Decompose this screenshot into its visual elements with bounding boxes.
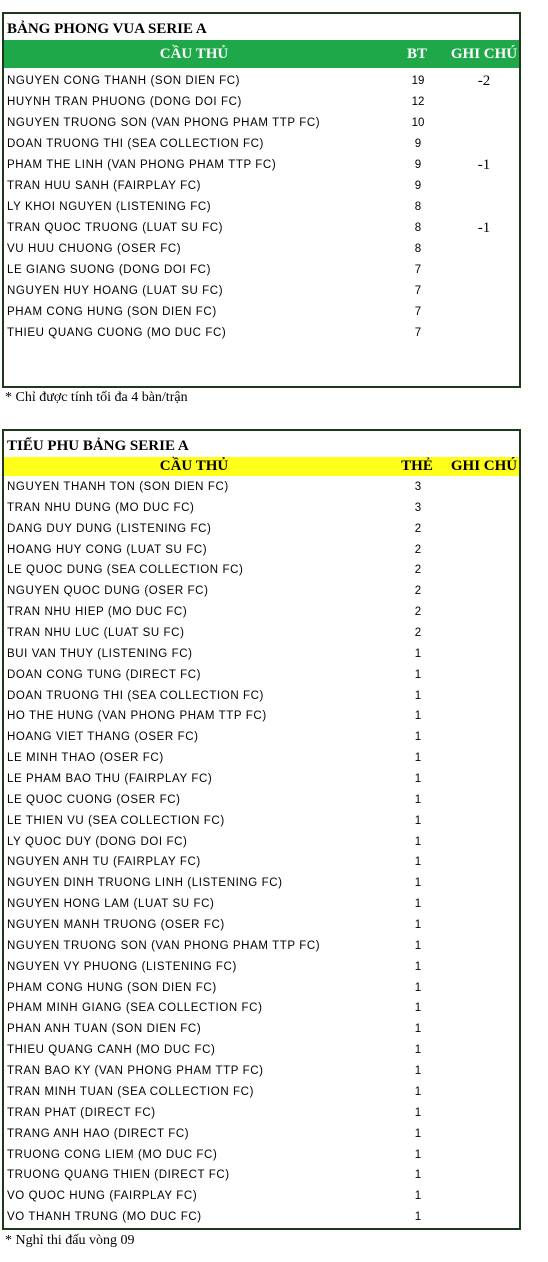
player-name-cell: LE PHAM BAO THU (FAIRPLAY FC) xyxy=(7,773,213,786)
value-cell: 1 xyxy=(414,1148,422,1161)
player-name-cell: NGUYEN THANH TON (SON DIEN FC) xyxy=(7,481,229,493)
table-row xyxy=(4,560,519,581)
table-row xyxy=(4,302,519,323)
value-cell: 1 xyxy=(414,668,422,681)
value-cell: 7 xyxy=(414,264,422,276)
value-cell: 7 xyxy=(414,306,422,318)
value-cell: 1 xyxy=(414,731,422,744)
table-row xyxy=(4,1145,519,1166)
value-cell: 8 xyxy=(414,222,422,234)
player-name-cell: LE QUOC CUONG (OSER FC) xyxy=(7,793,181,806)
value-cell: 8 xyxy=(414,243,422,255)
player-name-cell: HO THE HUNG (VAN PHONG PHAM TTP FC) xyxy=(7,710,267,723)
value-cell: 1 xyxy=(414,856,422,869)
table-row xyxy=(4,519,519,540)
player-name-cell: THIEU QUANG CUONG (MO DUC FC) xyxy=(7,327,227,339)
player-name-cell: VU HUU CHUONG (OSER FC) xyxy=(7,243,182,255)
table-row xyxy=(4,260,519,281)
player-name-cell: DOAN TRUONG THI (SEA COLLECTION FC) xyxy=(7,689,264,702)
top-scorers-header-row xyxy=(4,40,519,68)
table-row xyxy=(4,706,519,727)
player-name-cell: NGUYEN VY PHUONG (LISTENING FC) xyxy=(7,960,237,973)
player-name-cell: TRUONG QUANG THIEN (DIRECT FC) xyxy=(7,1169,230,1182)
table-row xyxy=(4,134,519,155)
table-row xyxy=(4,727,519,748)
player-name-cell: LE MINH THAO (OSER FC) xyxy=(7,752,164,765)
value-cell: 19 xyxy=(411,75,425,87)
value-cell: 1 xyxy=(414,1106,422,1119)
value-cell: 1 xyxy=(414,1085,422,1098)
value-cell: 1 xyxy=(414,835,422,848)
value-cell: 1 xyxy=(414,898,422,911)
value-cell: 9 xyxy=(414,138,422,150)
value-cell: 7 xyxy=(414,285,422,297)
note-cell: -1 xyxy=(477,157,491,173)
value-cell: 1 xyxy=(414,1023,422,1036)
value-cell: 1 xyxy=(414,1190,422,1203)
table-row xyxy=(4,623,519,644)
table-row xyxy=(4,197,519,218)
value-cell: 1 xyxy=(414,647,422,660)
cards-header-row xyxy=(4,457,519,476)
player-name-cell: TRANG ANH HAO (DIRECT FC) xyxy=(7,1127,190,1140)
top-scorers-table xyxy=(2,12,521,388)
table-row xyxy=(4,281,519,302)
player-name-cell: TRAN QUOC TRUONG (LUAT SU FC) xyxy=(7,222,224,234)
player-name-cell: NGUYEN MANH TRUONG (OSER FC) xyxy=(7,919,225,932)
value-cell: 2 xyxy=(414,627,422,640)
header-goals: BT xyxy=(406,46,427,62)
top-scorers-title: BẢNG PHONG VUA SERIE A xyxy=(7,21,207,37)
player-name-cell: NGUYEN HUY HOANG (LUAT SU FC) xyxy=(7,285,224,297)
table-row xyxy=(4,581,519,602)
table-row xyxy=(4,748,519,769)
player-name-cell: PHAM CONG HUNG (SON DIEN FC) xyxy=(7,306,217,318)
player-name-cell: BUI VAN THUY (LISTENING FC) xyxy=(7,647,193,660)
player-name-cell: TRAN PHAT (DIRECT FC) xyxy=(7,1106,156,1119)
value-cell: 1 xyxy=(414,939,422,952)
header-player: CẦU THỦ xyxy=(159,458,229,474)
table-row xyxy=(4,1186,519,1207)
value-cell: 1 xyxy=(414,1002,422,1015)
table-row xyxy=(4,915,519,936)
player-name-cell: NGUYEN QUOC DUNG (OSER FC) xyxy=(7,585,209,598)
value-cell: 1 xyxy=(414,1044,422,1057)
value-cell: 1 xyxy=(414,1065,422,1078)
table-row xyxy=(4,176,519,197)
value-cell: 8 xyxy=(414,201,422,213)
player-name-cell: PHAM MINH GIANG (SEA COLLECTION FC) xyxy=(7,1002,263,1015)
player-name-cell: HOANG HUY CONG (LUAT SU FC) xyxy=(7,543,208,556)
table-row xyxy=(4,92,519,113)
player-name-cell: PHAM CONG HUNG (SON DIEN FC) xyxy=(7,981,217,994)
value-cell: 1 xyxy=(414,752,422,765)
table-row xyxy=(4,155,519,176)
player-name-cell: PHAN ANH TUAN (SON DIEN FC) xyxy=(7,1023,202,1036)
player-name-cell: TRAN NHU HIEP (MO DUC FC) xyxy=(7,606,188,619)
table-row xyxy=(4,852,519,873)
table-row xyxy=(4,1103,519,1124)
table-row xyxy=(4,498,519,519)
player-name-cell: TRUONG CONG LIEM (MO DUC FC) xyxy=(7,1148,218,1161)
value-cell: 9 xyxy=(414,159,422,171)
table-row xyxy=(4,113,519,134)
table-row xyxy=(4,936,519,957)
table-row xyxy=(4,998,519,1019)
player-name-cell: LE QUOC DUNG (SEA COLLECTION FC) xyxy=(7,564,244,577)
value-cell: 1 xyxy=(414,1169,422,1182)
table-row xyxy=(4,769,519,790)
top-scorers-rows xyxy=(4,68,519,344)
value-cell: 7 xyxy=(414,327,422,339)
table-row xyxy=(4,239,519,260)
value-cell: 1 xyxy=(414,814,422,827)
value-cell: 1 xyxy=(414,877,422,890)
player-name-cell: HOANG VIET THANG (OSER FC) xyxy=(7,731,199,744)
value-cell: 3 xyxy=(414,501,422,514)
player-name-cell: LY QUOC DUY (DONG DOI FC) xyxy=(7,835,188,848)
table-row xyxy=(4,790,519,811)
table-row xyxy=(4,644,519,665)
value-cell: 1 xyxy=(414,919,422,932)
header-player: CẦU THỦ xyxy=(159,46,229,62)
value-cell: 10 xyxy=(411,117,425,129)
cards-rows xyxy=(4,476,519,1228)
table-row xyxy=(4,477,519,498)
player-name-cell: LE GIANG SUONG (DONG DOI FC) xyxy=(7,264,212,276)
player-name-cell: PHAM THE LINH (VAN PHONG PHAM TTP FC) xyxy=(7,159,277,171)
header-cards: THẺ xyxy=(401,458,433,474)
value-cell: 9 xyxy=(414,180,422,192)
player-name-cell: LE THIEN VU (SEA COLLECTION FC) xyxy=(7,814,225,827)
table-row xyxy=(4,665,519,686)
player-name-cell: VO THANH TRUNG (MO DUC FC) xyxy=(7,1211,202,1224)
value-cell: 2 xyxy=(414,522,422,535)
table-row xyxy=(4,811,519,832)
player-name-cell: TRAN MINH TUAN (SEA COLLECTION FC) xyxy=(7,1085,255,1098)
value-cell: 12 xyxy=(411,96,425,108)
value-cell: 1 xyxy=(414,710,422,723)
value-cell: 2 xyxy=(414,606,422,619)
player-name-cell: TRAN BAO KY (VAN PHONG PHAM TTP FC) xyxy=(7,1065,264,1078)
player-name-cell: HUYNH TRAN PHUONG (DONG DOI FC) xyxy=(7,96,242,108)
player-name-cell: THIEU QUANG CANH (MO DUC FC) xyxy=(7,1044,216,1057)
table-row xyxy=(4,873,519,894)
player-name-cell: NGUYEN TRUONG SON (VAN PHONG PHAM TTP FC) xyxy=(7,117,321,129)
value-cell: 3 xyxy=(414,481,422,493)
table-row xyxy=(4,218,519,239)
table-row xyxy=(4,540,519,561)
value-cell: 1 xyxy=(414,773,422,786)
table-row xyxy=(4,71,519,92)
value-cell: 1 xyxy=(414,960,422,973)
header-note: GHI CHÚ xyxy=(450,458,518,474)
header-note: GHI CHÚ xyxy=(450,46,518,62)
value-cell: 2 xyxy=(414,543,422,556)
top-scorers-footnote: * Chỉ được tính tối đa 4 bàn/trận xyxy=(5,390,188,405)
table-row xyxy=(4,686,519,707)
table-row xyxy=(4,1061,519,1082)
table-row xyxy=(4,978,519,999)
table-row xyxy=(4,894,519,915)
player-name-cell: VO QUOC HUNG (FAIRPLAY FC) xyxy=(7,1190,198,1203)
table-row xyxy=(4,1019,519,1040)
value-cell: 1 xyxy=(414,793,422,806)
note-cell: -1 xyxy=(477,220,491,236)
player-name-cell: DOAN CONG TUNG (DIRECT FC) xyxy=(7,668,202,681)
cards-footnote: * Nghỉ thi đấu vòng 09 xyxy=(5,1233,135,1248)
value-cell: 2 xyxy=(414,585,422,598)
table-row xyxy=(4,1165,519,1186)
table-row xyxy=(4,957,519,978)
player-name-cell: NGUYEN CONG THANH (SON DIEN FC) xyxy=(7,75,241,87)
table-row xyxy=(4,602,519,623)
table-row xyxy=(4,1207,519,1228)
cards-title: TIỂU PHU BẢNG SERIE A xyxy=(7,438,189,454)
table-row xyxy=(4,323,519,344)
player-name-cell: DANG DUY DUNG (LISTENING FC) xyxy=(7,522,212,535)
player-name-cell: TRAN HUU SANH (FAIRPLAY FC) xyxy=(7,180,202,192)
value-cell: 1 xyxy=(414,689,422,702)
value-cell: 1 xyxy=(414,981,422,994)
table-row xyxy=(4,1124,519,1145)
value-cell: 1 xyxy=(414,1211,422,1224)
table-row xyxy=(4,1040,519,1061)
player-name-cell: LY KHOI NGUYEN (LISTENING FC) xyxy=(7,201,212,213)
player-name-cell: NGUYEN DINH TRUONG LINH (LISTENING FC) xyxy=(7,877,283,890)
player-name-cell: DOAN TRUONG THI (SEA COLLECTION FC) xyxy=(7,138,264,150)
player-name-cell: TRAN NHU DUNG (MO DUC FC) xyxy=(7,501,195,514)
player-name-cell: NGUYEN ANH TU (FAIRPLAY FC) xyxy=(7,856,201,869)
player-name-cell: NGUYEN HONG LAM (LUAT SU FC) xyxy=(7,898,215,911)
cards-table xyxy=(2,429,521,1230)
player-name-cell: NGUYEN TRUONG SON (VAN PHONG PHAM TTP FC) xyxy=(7,939,321,952)
value-cell: 2 xyxy=(414,564,422,577)
table-row xyxy=(4,832,519,853)
table-row xyxy=(4,1082,519,1103)
value-cell: 1 xyxy=(414,1127,422,1140)
note-cell: -2 xyxy=(477,73,491,89)
player-name-cell: TRAN NHU LUC (LUAT SU FC) xyxy=(7,627,185,640)
